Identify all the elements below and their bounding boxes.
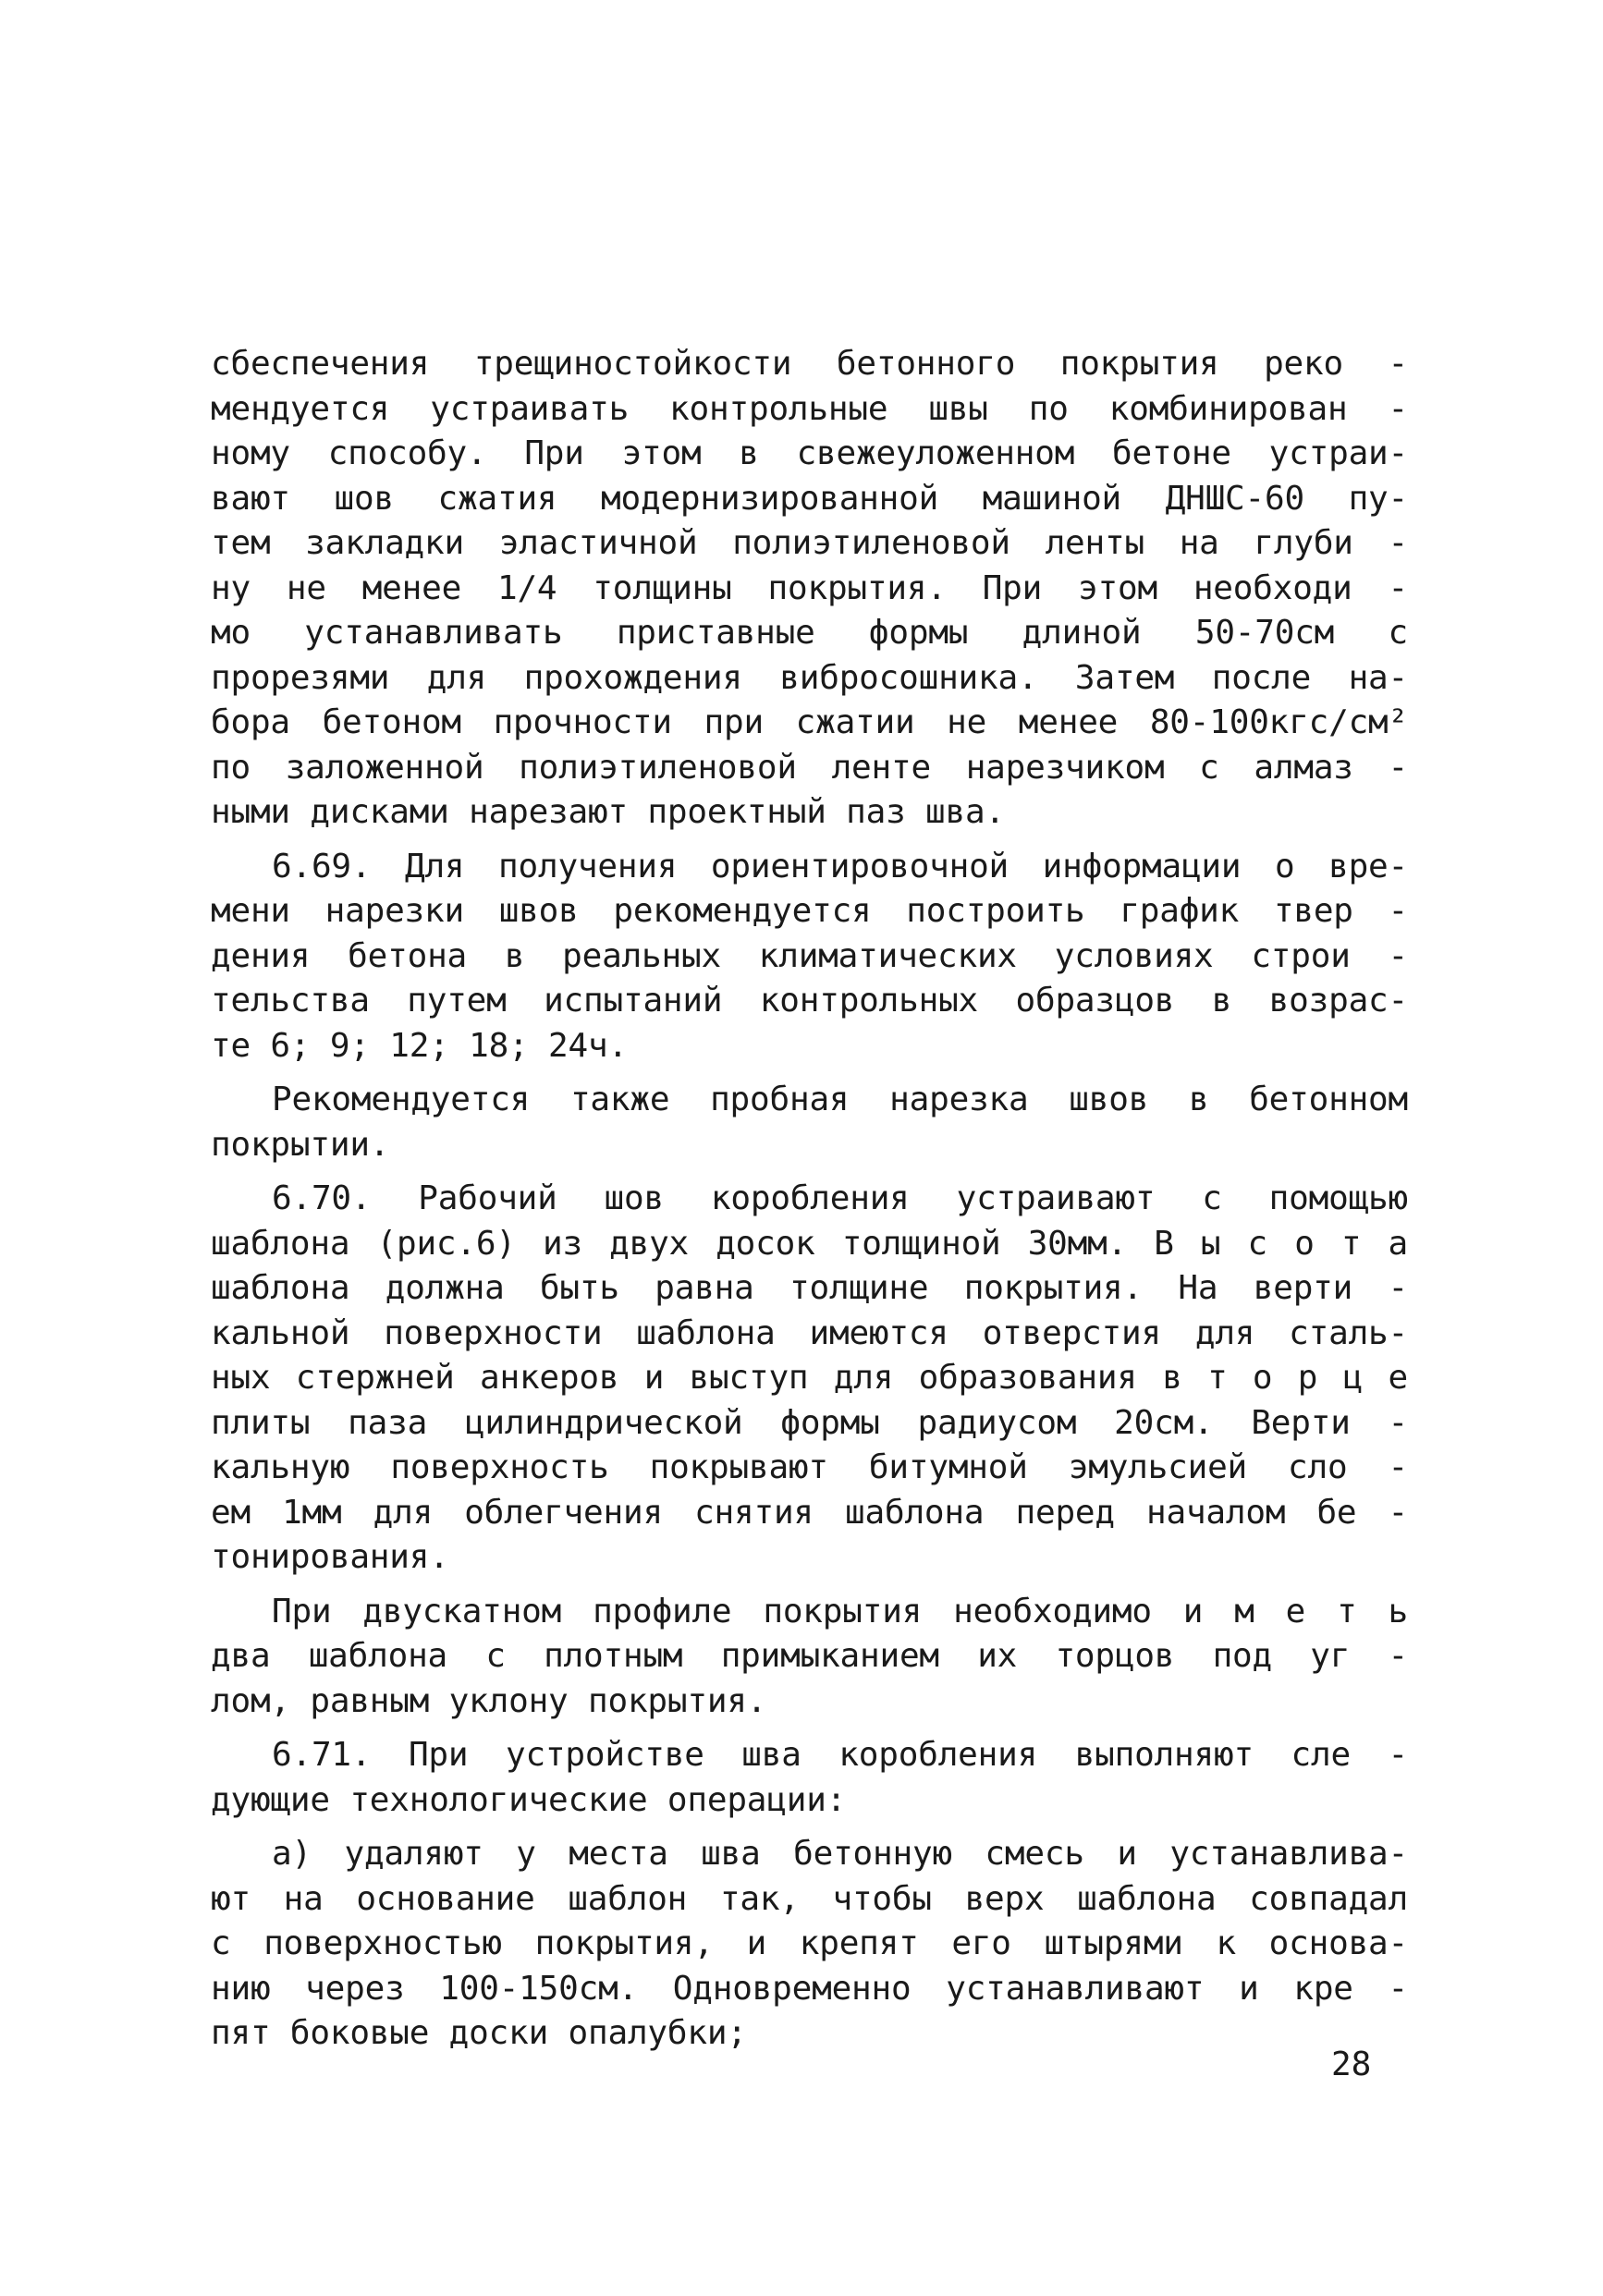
paragraph-gap [211, 1581, 1408, 1590]
text-line: бора бетоном прочности при сжатии не менее 80-100кгс/см² [211, 703, 1408, 741]
paragraph-gap [211, 1823, 1408, 1832]
paragraph [211, 1078, 1408, 1167]
text-line: дующие технологические операции: [211, 1780, 847, 1819]
text-line: тем закладки эластичной полиэтиленовой ленты на глуби - [211, 524, 1408, 562]
text-line: ному способу. При этом в свежеуложенном бетоне устраи- [211, 434, 1408, 472]
body-text [211, 342, 1408, 2057]
text-line: ных стержней анкеров и выступ для образования в т о р ц е [211, 1359, 1408, 1397]
paragraph-gap [211, 1167, 1408, 1177]
text-line: 6.70. Рабочий шов коробления устраивают с помощью [272, 1179, 1408, 1217]
text-line: ными дисками нарезают проектный паз шва. [211, 793, 1005, 831]
text-line: тонирования. [211, 1538, 449, 1576]
text-line: дения бетона в реальных климатических условиях строи - [211, 936, 1408, 975]
paragraph [211, 342, 1408, 836]
text-line: лом, равным уклону покрытия. [211, 1681, 767, 1720]
text-line: мендуется устраивать контрольные швы по комбинирован - [211, 389, 1408, 428]
text-line: ем 1мм для облегчения снятия шаблона перед началом бе - [211, 1493, 1408, 1532]
text-line: ют на основание шаблон так, чтобы верх шаблона совпадал [211, 1879, 1408, 1918]
text-line: шаблона должна быть равна толщине покрытия. На верти - [211, 1269, 1408, 1307]
text-line: кальную поверхность покрывают битумной эмульсией сло - [211, 1448, 1408, 1486]
text-line: по заложенной полиэтиленовой ленте нарезчиком с алмаз - [211, 748, 1408, 787]
text-line: 6.71. При устройстве шва коробления выполняют сле - [272, 1736, 1408, 1774]
paragraph [211, 845, 1408, 1069]
text-line: ну не менее 1/4 толщины покрытия. При этом необходи - [211, 568, 1408, 607]
text-line: сбеспечения трещиностойкости бетонного покрытия реко - [211, 345, 1408, 383]
paragraph [211, 1733, 1408, 1823]
text-line: 6.69. Для получения ориентировочной информации о вре- [272, 847, 1408, 885]
text-line: мо устанавливать приставные формы длиной 50-70см с [211, 614, 1408, 652]
text-line: шаблона (рис.6) из двух досок толщиной 30мм. В ы с о т а [211, 1224, 1408, 1263]
text-line: мени нарезки швов рекомендуется построить график твер - [211, 892, 1408, 930]
text-line: покрытии. [211, 1125, 390, 1164]
paragraph-gap [211, 836, 1408, 845]
text-line: тельства путем испытаний контрольных образцов в возрас- [211, 982, 1408, 1020]
text-line: Рекомендуется также пробная нарезка швов в бетонном [272, 1081, 1408, 1118]
text-line: При двускатном профиле покрытия необходимо и м е т ь [272, 1592, 1408, 1630]
paragraph-gap [211, 1724, 1408, 1733]
text-line: нию через 100-150см. Одновременно устанавливают и кре - [211, 1969, 1408, 2008]
text-line: прорезями для прохождения вибросошника. Затем после на- [211, 658, 1408, 697]
paragraph [211, 1177, 1408, 1581]
page-number: 28 [1331, 2046, 1372, 2083]
paragraph [211, 1832, 1408, 2057]
text-line: а) удаляют у места шва бетонную смесь и устанавлива- [272, 1835, 1408, 1873]
text-line: вают шов сжатия модернизированной машиной ДНШС-60 пу- [211, 479, 1408, 518]
paragraph [211, 1590, 1408, 1725]
text-line: плиты паза цилиндрической формы радиусом 20см. Верти - [211, 1403, 1408, 1442]
text-line: два шаблона с плотным примыканием их торцов под уг - [211, 1637, 1408, 1675]
paragraph-gap [211, 1069, 1408, 1078]
text-line: кальной поверхности шаблона имеются отверстия для сталь- [211, 1313, 1408, 1352]
text-line: с поверхностью покрытия, и крепят его штырями к основа- [211, 1924, 1408, 1962]
text-line: пят боковые доски опалубки; [211, 2014, 747, 2052]
text-line: те 6; 9; 12; 18; 24ч. [211, 1026, 628, 1065]
